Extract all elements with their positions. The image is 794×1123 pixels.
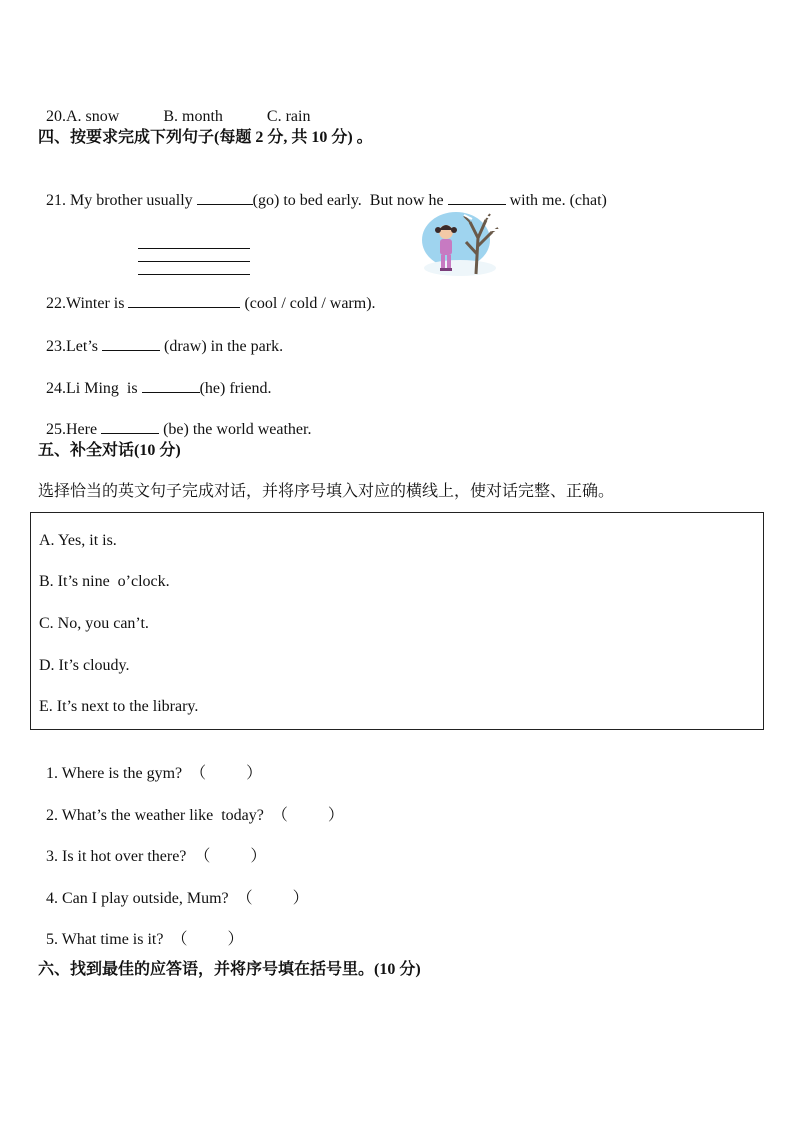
dialogue-question-5-text: 5. What time is it? [46, 931, 164, 948]
question-21-text-2: (go) to bed early. But now he [252, 192, 448, 209]
dialogue-question-1 [38, 744, 262, 784]
dialogue-option-b: B. It’s nine o’clock. [39, 573, 170, 590]
section-4-heading: 四、按要求完成下列句子(每题 2 分, 共 10 分) 。 [38, 129, 373, 146]
question-22-text-1: Winter is [66, 295, 129, 312]
question-21-number: 21 [46, 192, 62, 209]
section-5-instruction: 选择恰当的英文句子完成对话，并将序号填入对应的横线上，使对话完整、正确。 [38, 483, 615, 500]
question-25-blank[interactable] [101, 419, 159, 434]
question-24-text-1: Li Ming is [66, 380, 142, 397]
question-25-text-2: (be) the world weather. [159, 421, 312, 438]
question-25-text-1: Here [66, 421, 102, 438]
question-23-text-1: Let’s [66, 338, 102, 355]
dialogue-answer-5[interactable]: （ ） [163, 931, 244, 948]
dialogue-question-3 [38, 827, 266, 867]
dialogue-answer-2[interactable]: （ ） [263, 807, 344, 824]
question-22-number: 22. [46, 295, 66, 312]
question-25 [38, 399, 311, 440]
question-22-blank[interactable] [128, 293, 240, 308]
dialogue-option-a: A. Yes, it is. [39, 532, 117, 549]
dialogue-question-3-text: 3. Is it hot over there? [46, 848, 187, 865]
section-6-heading: 六、找到最佳的应答语，并将序号填在括号里。(10 分) [38, 961, 421, 978]
question-23-text-2: (draw) in the park. [160, 338, 284, 355]
winter-girl-tree-picture [420, 210, 502, 282]
question-24-blank[interactable] [142, 378, 200, 393]
dialogue-option-c: C. No, you can’t. [39, 615, 149, 632]
question-23 [38, 316, 283, 357]
dialogue-question-2 [38, 786, 344, 826]
question-24 [38, 358, 272, 399]
question-21 [38, 170, 607, 211]
question-24-number: 24. [46, 380, 66, 397]
section-5-heading: 五、补全对话(10 分) [38, 442, 181, 459]
question-20-option-b: B. month [163, 108, 223, 125]
question-21-blank-1[interactable] [197, 190, 253, 205]
question-25-number: 25. [46, 421, 66, 438]
dialogue-answer-4[interactable]: （ ） [228, 890, 309, 907]
dialogue-question-5 [38, 910, 243, 950]
question-21-text-1: . My brother usually [62, 192, 197, 209]
dialogue-question-1-text: 1. Where is the gym? [46, 765, 183, 782]
question-22-text-2: (cool / cold / warm). [240, 295, 376, 312]
question-21-text-3: with me. (chat) [505, 192, 607, 209]
question-20-option-a: A. snow [66, 108, 120, 125]
dialogue-question-4-text: 4. Can I play outside, Mum? [46, 890, 229, 907]
question-23-number: 23. [46, 338, 66, 355]
question-22-blank-line-1 [138, 248, 250, 249]
question-24-text-2: (he) friend. [199, 380, 272, 397]
question-23-blank[interactable] [102, 336, 160, 351]
dialogue-question-4 [38, 869, 309, 909]
question-20 [38, 87, 310, 127]
question-22-blank-line-2 [138, 261, 250, 262]
dialogue-option-d: D. It’s cloudy. [39, 657, 130, 674]
question-20-number: 20. [46, 108, 66, 125]
dialogue-options-box [30, 512, 764, 730]
dialogue-answer-3[interactable]: （ ） [186, 848, 267, 865]
dialogue-question-2-text: 2. What’s the weather like today? [46, 807, 264, 824]
dialogue-answer-1[interactable]: （ ） [182, 765, 263, 782]
question-22 [38, 273, 376, 314]
question-21-blank-2[interactable] [448, 190, 506, 205]
dialogue-option-e: E. It’s next to the library. [39, 698, 199, 715]
question-20-option-c: C. rain [266, 108, 311, 125]
